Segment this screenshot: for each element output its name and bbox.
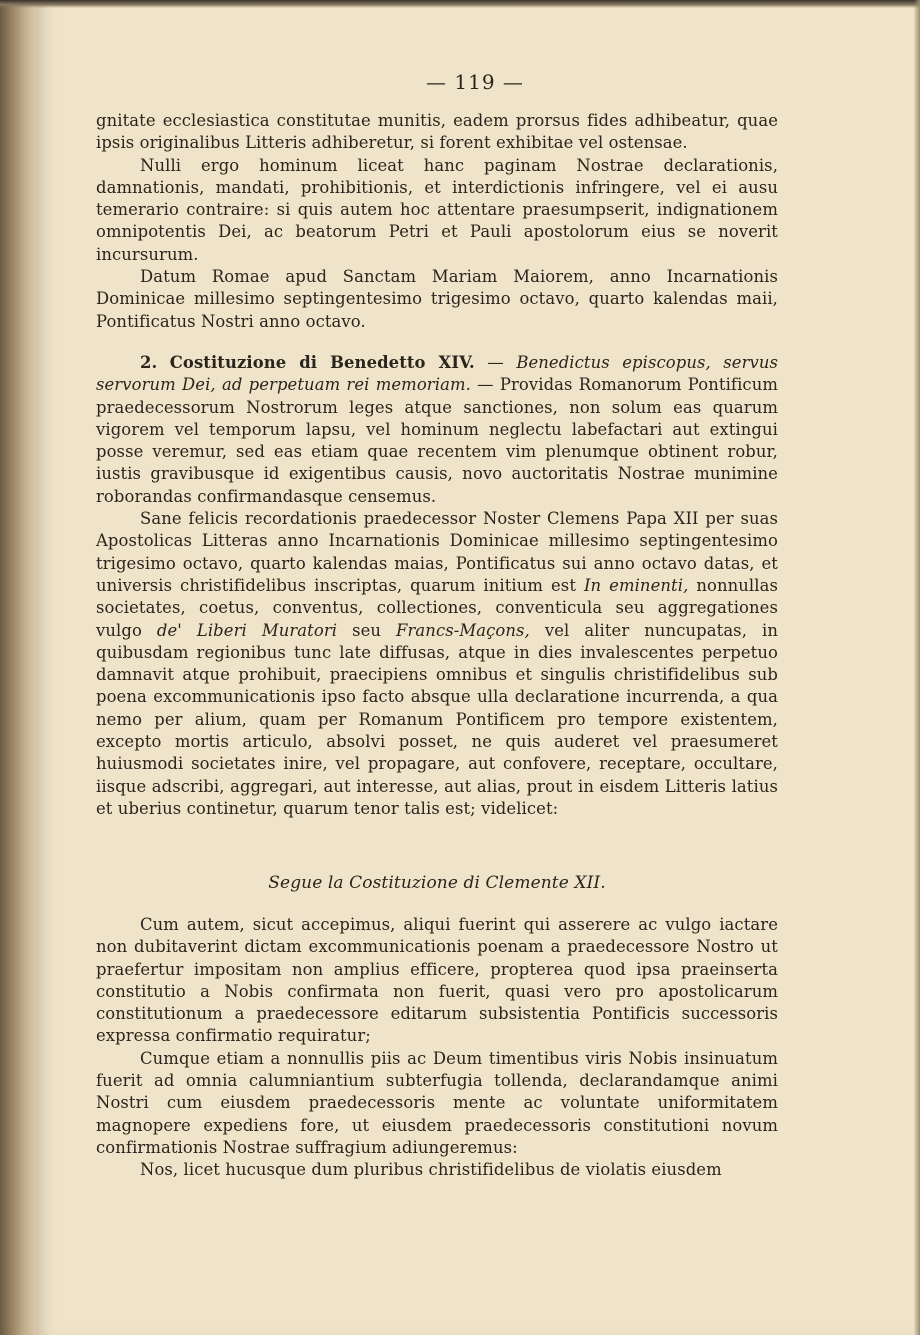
text-run: nonnullas societates, coetus, conventus, collectiones, conventicula seu aggregationes vulgo (96, 575, 779, 640)
section-title: Costituzione di Benedetto XIV. (169, 353, 475, 372)
paper-sheet (36, 0, 914, 1335)
section-number: 2. (140, 353, 158, 372)
right-page-edge (914, 0, 920, 1335)
paragraph-benedictus-intro (96, 352, 778, 508)
book-binding-edge (0, 0, 36, 1335)
closing-text (96, 914, 778, 1182)
text-run: Sane felicis recordationis praedecessor Noster Clemens Papa XII per suas Apostolicas Litteras anno Incarnationis Dominicae millesimo septingentesimo trigesimo octavo, quarto kalendas maias, Pontificatus sui anno octavo datas, et universis christifidelibus inscriptas, quarum initium est (96, 509, 778, 595)
page-number: — 119 — (426, 70, 524, 94)
paragraph-nulli-ergo: Nulli ergo hominum liceat hanc paginam Nostrae declarationis, damnationis, mandati, prohibitionis, et interdictionis infringere, vel ei ausu temerario contraire: si quis autem hoc attentare praesumpserit, indignationem omnipotentis Dei, ac beatorum Petri et Pauli apostolorum eius se noverit incursurum. (96, 155, 778, 264)
subheading: Segue la Costituzione di Clemente XII. (268, 873, 606, 893)
continuation-text (96, 110, 778, 333)
paragraph-nos-licet: Nos, licet hucusque dum pluribus christifidelibus de violatis eiusdem (140, 1160, 722, 1180)
em-dash: — (477, 375, 494, 395)
paragraph-cum-autem: Cum autem, sicut accepimus, aliqui fuerint qui asserere ac vulgo iactare non dubitaverint dictam excommunicationis poenam a praedecessore Nostro ut praefertur impositam non amplius efficere, propterea quod ipsa praeinserta constitutio a Nobis confirmata non fuerit, quasi vero pro apostolicarum constitutionum a praedecessore editarum subsistentia Pontificis successoris expressa confirmatio requiratur; (96, 915, 778, 1046)
em-dash: — (487, 353, 504, 372)
italic-intro: Benedictus episcopus, servus servorum Dei, ad perpetuam rei memoriam. (96, 353, 779, 395)
paragraph-cumque-etiam: Cumque etiam a nonnullis piis ac Deum timentibus viris Nobis insinuatum fuerit ad omnia calumniantium subterfugia tollenda, declarandamque animi Nostri cum eiusdem praedecessoris mente ac voluntate uniformitatem magnopere expediens fore, ut eiusdem praedecessoris constitutioni novum confirmationis Nostrae suffragium adiungeremus: (96, 1048, 778, 1157)
paragraph-datum-romae: Datum Romae apud Sanctam Mariam Maiorem, anno Incarnationis Dominicae millesimo septingentesimo trigesimo octavo, quarto kalendas maii, Pontificatus Nostri anno octavo. (96, 267, 778, 331)
providas-text: Providas Romanorum Pontificum praedecessorum Nostrorum leges atque sanctiones, non solum eas quarum vigorem vel temporum lapsu, vel hominum neglectu labefactari aut extingui posse veremur, sed eas etiam quae recentem vim plenumque obtinent robur, iustis gravibusque id exigentibus causis, novo auctoritatis Nostrae munimine roborandas confirmandasque censemus. (96, 375, 778, 506)
text-run: vel aliter nuncupatas, in quibusdam regionibus tunc late diffusas, atque in dies invalescentes perpetuo damnavit atque prohibuit, praecipiens omnibus et singulis christifidelibus sub poena excommunicationis ipso facto absque ulla declaratione incurrenda, a qua nemo per alium, quam per Romanum Pontificem pro tempore existentem, excepto mortis articulo, absolvi posset, ne quis auderet vel praesumeret huiusmodi societates inire, vel propagare, aut confovere, receptare, occultare, iisque adscribi, aggregari, aut interesse, aut alias, prout in eisdem Litteris latius et uberius continetur, quarum tenor talis est; videlicet: (96, 620, 778, 818)
text-run: seu (352, 620, 382, 640)
italic-liberi-muratori: de' Liberi Muratori (156, 620, 338, 640)
paragraph-sane-felicis (96, 508, 778, 820)
italic-title-in-eminenti: In eminenti, (583, 575, 689, 595)
section-2 (96, 352, 778, 820)
paragraph-continuation-1: gnitate ecclesiastica constitutae munitis, eadem prorsus fides adhibeatur, quae ipsis originalibus Litteris adhiberetur, si forent exhibitae vel ostensae. (96, 111, 778, 153)
italic-francs-macons: Francs-Maçons, (396, 620, 530, 640)
top-shadow-edge (0, 0, 920, 8)
